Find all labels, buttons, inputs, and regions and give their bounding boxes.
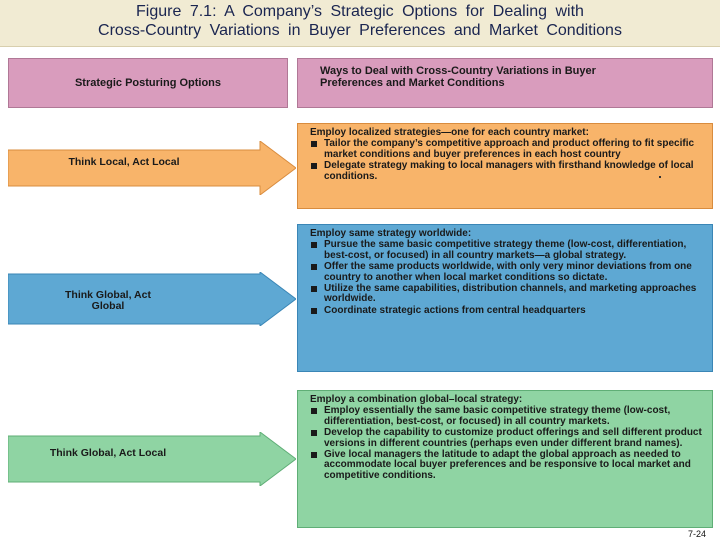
- arrow-think-local-act-local: [8, 141, 296, 195]
- box-localized-strategies: [297, 123, 713, 209]
- page-number: 7-24: [688, 529, 707, 539]
- bullet-list: [310, 139, 702, 182]
- list-item: Develop the capability to customize product offerings and sell different product versions in different countries (perhaps even under different brand names).: [310, 428, 702, 449]
- figure-title-line-1: Figure 7.1: A Company’s Strategic Options for Dealing with: [136, 3, 584, 20]
- list-item: Tailor the company’s competitive approach and product offering to fit specific market conditions and buyer preferences in each host country: [310, 139, 702, 160]
- list-item: Delegate strategy making to local managers with firsthand knowledge of local conditions.: [310, 161, 702, 182]
- box-same-strategy-worldwide: [297, 224, 713, 372]
- list-item: Employ essentially the same basic competitive strategy theme (low-cost, differentiation, best-cost, or focused) in all country markets.: [310, 406, 702, 427]
- header-ways-to-deal: [297, 58, 713, 108]
- header-strategic-options: [8, 58, 288, 108]
- arrow-shape-green: [8, 432, 296, 486]
- box-global-local-strategy: [297, 390, 713, 528]
- list-item: Give local managers the latitude to adapt the global approach as needed to accommodate local buyer preferences and be responsive to local market and competitive conditions.: [310, 450, 702, 481]
- arrow-shape-orange: [8, 141, 296, 195]
- option-label-think-global-act-local: Think Global, Act Local: [49, 447, 167, 459]
- box-intro: Employ a combination global–local strategy:: [310, 394, 523, 405]
- bullet-list: [310, 406, 702, 481]
- figure-title-line-2: Cross-Country Variations in Buyer Preferences and Market Conditions: [98, 22, 622, 39]
- stray-dot: [659, 176, 661, 178]
- list-item: Offer the same products worldwide, with only very minor deviations from one country to another when local market conditions so dictate.: [310, 262, 702, 283]
- list-item: Coordinate strategic actions from central headquarters: [310, 306, 702, 316]
- option-label-think-local-act-local: Think Local, Act Local: [68, 156, 180, 168]
- title-bar: [0, 0, 720, 47]
- box-intro: Employ localized strategies—one for each country market:: [310, 127, 589, 138]
- arrow-think-global-act-local: [8, 432, 296, 486]
- option-label-think-global-act-global: Think Global, Act Global: [65, 289, 151, 312]
- bullet-list: [310, 240, 702, 316]
- list-item: Pursue the same basic competitive strategy theme (low-cost, differentiation, best-cost, or focused) in all country markets—a global strategy.: [310, 240, 702, 261]
- header-left-text: Strategic Posturing Options: [74, 77, 222, 89]
- box-intro: Employ same strategy worldwide:: [310, 228, 472, 239]
- list-item: Utilize the same capabilities, distribution channels, and marketing approaches worldwide.: [310, 284, 702, 305]
- header-right-text: Ways to Deal with Cross-Country Variations in Buyer Preferences and Market Conditions: [320, 65, 596, 89]
